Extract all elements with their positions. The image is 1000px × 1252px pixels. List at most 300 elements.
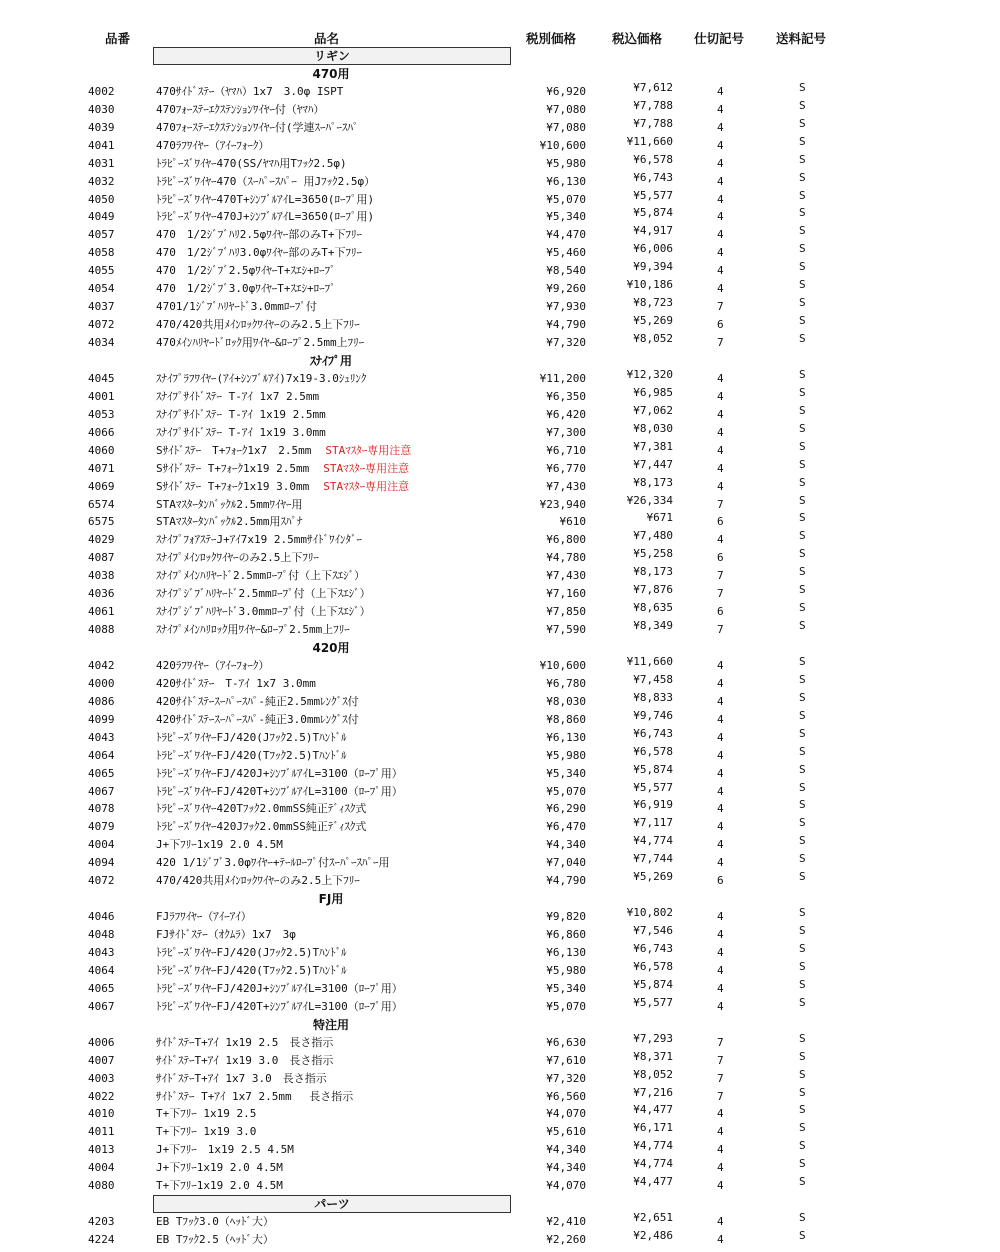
shikiri-code: 4 [717,372,724,385]
price-excl-tax: ¥9,820 [546,910,586,923]
shipping-code: S [799,960,806,973]
product-code: 4071 [88,462,115,475]
shikiri-code: 7 [717,1072,724,1085]
price-incl-tax: ¥8,052 [633,332,673,345]
product-code: 4061 [88,605,115,618]
price-excl-tax: ¥4,340 [546,1143,586,1156]
price-excl-tax: ¥4,070 [546,1107,586,1120]
shipping-code: S [799,870,806,883]
product-name: ｽﾅｲﾌﾟｻｲﾄﾞｽﾃｰ T-ｱｲ 1x19 2.5mm [156,408,326,421]
product-code: 4067 [88,1000,115,1013]
product-code: 4046 [88,910,115,923]
price-incl-tax: ¥26,334 [626,494,673,507]
shikiri-code: 4 [717,713,724,726]
table-row [0,1123,1000,1141]
shikiri-code: 4 [717,659,724,672]
header-shipping: 送料記号 [776,31,827,46]
product-code: 4066 [88,426,115,439]
product-code: 4004 [88,1161,115,1174]
price-excl-tax: ¥7,040 [546,856,586,869]
product-name: 470/420共用ﾒｲﾝﾛｯｸﾜｲﾔｰのみ2.5上下ﾌﾘｰ [156,874,360,887]
shipping-code: S [799,763,806,776]
shipping-code: S [799,727,806,740]
price-incl-tax: ¥8,635 [633,601,673,614]
product-code: 4032 [88,175,115,188]
price-excl-tax: ¥5,980 [546,157,586,170]
shipping-code: S [799,655,806,668]
product-name: ﾄﾗﾋﾟｰｽﾞﾜｲﾔｰ470J+ｼﾝﾌﾞﾙｱｲL=3650(ﾛｰﾌﾟ用) [156,210,375,223]
shikiri-code: 4 [717,175,724,188]
price-excl-tax: ¥6,420 [546,408,586,421]
product-code: 4011 [88,1125,115,1138]
price-excl-tax: ¥7,320 [546,1072,586,1085]
table-row [0,1213,1000,1231]
shipping-code: S [799,798,806,811]
shipping-code: S [799,332,806,345]
product-name: 470ｻｲﾄﾞｽﾃｰ（ﾔﾏﾊ）1x7 3.0φ ISPT [156,85,344,98]
section-title: リギン [153,47,511,65]
product-code: 4203 [88,1215,115,1228]
price-excl-tax: ¥5,070 [546,785,586,798]
price-incl-tax: ¥6,743 [633,171,673,184]
price-incl-tax: ¥11,660 [626,655,673,668]
price-excl-tax: ¥2,260 [546,1233,586,1246]
price-excl-tax: ¥4,790 [546,874,586,887]
price-excl-tax: ¥5,070 [546,193,586,206]
price-incl-tax: ¥8,173 [633,476,673,489]
shipping-code: S [799,206,806,219]
product-name: 4701/1ｼﾞﾌﾞﾊﾘﾔｰﾄﾞ3.0mmﾛｰﾌﾟ付 [156,300,317,313]
shipping-code: S [799,1139,806,1152]
price-incl-tax: ¥5,577 [633,189,673,202]
product-code: 4029 [88,533,115,546]
product-code: 4079 [88,820,115,833]
product-code: 4007 [88,1054,115,1067]
table-row [0,101,1000,119]
price-excl-tax: ¥4,340 [546,838,586,851]
shikiri-code: 4 [717,139,724,152]
product-name: ﾄﾗﾋﾟｰｽﾞﾜｲﾔｰFJ/420(Tﾌｯｸ2.5)Tﾊﾝﾄﾞﾙ [156,964,347,977]
product-code: 4036 [88,587,115,600]
shikiri-code: 4 [717,1000,724,1013]
shipping-code: S [799,476,806,489]
product-code: 4065 [88,767,115,780]
shikiri-code: 4 [717,480,724,493]
table-row [0,316,1000,334]
product-code: 6574 [88,498,115,511]
shikiri-code: 4 [717,1107,724,1120]
shikiri-code: 4 [717,462,724,475]
shipping-code: S [799,583,806,596]
product-name: ﾄﾗﾋﾟｰｽﾞﾜｲﾔｰ470(SS/ﾔﾏﾊ用Tﾌｯｸ2.5φ) [156,157,347,170]
price-excl-tax: ¥5,340 [546,210,586,223]
shipping-code: S [799,511,806,524]
shikiri-code: 4 [717,677,724,690]
price-excl-tax: ¥6,130 [546,175,586,188]
shipping-code: S [799,852,806,865]
product-name [156,460,516,478]
price-excl-tax: ¥11,200 [539,372,586,385]
price-incl-tax: ¥5,269 [633,314,673,327]
price-excl-tax: ¥7,430 [546,569,586,582]
section-title: ｽﾅｲﾌﾟ用 [309,354,352,368]
product-name: ｻｲﾄﾞｽﾃｰT+ｱｲ 1x7 3.0 長さ指示 [156,1072,327,1085]
product-name: ﾄﾗﾋﾟｰｽﾞﾜｲﾔｰ470（ｽｰﾊﾟｰｽﾊﾟｰ 用Jﾌｯｸ2.5φ） [156,175,376,188]
table-row [0,800,1000,818]
shikiri-code: 4 [717,533,724,546]
shipping-code: S [799,978,806,991]
price-excl-tax: ¥23,940 [539,498,586,511]
price-incl-tax: ¥7,062 [633,404,673,417]
price-excl-tax: ¥5,980 [546,749,586,762]
table-row [0,818,1000,836]
shikiri-code: 7 [717,1054,724,1067]
table-row [0,496,1000,514]
price-excl-tax: ¥6,630 [546,1036,586,1049]
product-name: 470 1/2ｼﾞﾌﾞﾊﾘ2.5φﾜｲﾔｰ部のみT+下ﾌﾘｰ [156,228,362,241]
price-incl-tax: ¥6,578 [633,153,673,166]
shipping-code: S [799,529,806,542]
table-row [0,137,1000,155]
shikiri-code: 7 [717,569,724,582]
product-code: 4039 [88,121,115,134]
price-incl-tax: ¥8,030 [633,422,673,435]
table-row [0,1105,1000,1123]
shikiri-code: 4 [717,838,724,851]
shipping-code: S [799,924,806,937]
price-excl-tax: ¥6,800 [546,533,586,546]
product-code: 4099 [88,713,115,726]
product-code: 4022 [88,1090,115,1103]
price-excl-tax: ¥6,130 [546,946,586,959]
price-excl-tax: ¥7,320 [546,336,586,349]
price-incl-tax: ¥9,394 [633,260,673,273]
price-excl-tax: ¥10,600 [539,139,586,152]
product-name: ｽﾅｲﾌﾟﾗﾌﾜｲﾔｰ(ｱｲ+ｼﾝﾌﾞﾙｱｲ)7x19-3.0ｼｭﾘﾝｸ [156,372,367,385]
table-row [0,836,1000,854]
product-code: 4006 [88,1036,115,1049]
shikiri-code: 4 [717,964,724,977]
product-code: 4013 [88,1143,115,1156]
price-incl-tax: ¥5,874 [633,763,673,776]
price-excl-tax: ¥8,540 [546,264,586,277]
product-code: 4065 [88,982,115,995]
product-name: J+下ﾌﾘｰ1x19 2.0 4.5M [156,838,283,851]
section-title: パーツ [153,1195,511,1213]
shipping-code: S [799,1175,806,1188]
product-code: 4069 [88,480,115,493]
product-name-text: Sｻｲﾄﾞｽﾃｰ T+ﾌｫｰｸ1x19 3.0mm [156,480,310,493]
table-row [0,460,1000,478]
table-row [0,280,1000,298]
price-incl-tax: ¥4,774 [633,1157,673,1170]
price-excl-tax: ¥7,850 [546,605,586,618]
header-price-incl: 税込価格 [612,31,663,46]
product-name: 470ﾌｫｰｽﾃｰｴｸｽﾃﾝｼｮﾝﾜｲﾔｰ付(学連ｽｰﾊﾟｰｽﾊﾟ [156,121,359,134]
shikiri-code: 7 [717,1090,724,1103]
table-row [0,585,1000,603]
shipping-code: S [799,153,806,166]
shikiri-code: 6 [717,318,724,331]
product-name: ｽﾅｲﾌﾟｼﾞﾌﾞﾊﾘﾔｰﾄﾞ3.0mmﾛｰﾌﾟ付（上下ｽｴｼﾞ） [156,605,371,618]
shikiri-code: 4 [717,103,724,116]
product-name: FJｻｲﾄﾞｽﾃｰ（ｵｸﾑﾗ）1x7 3φ [156,928,296,941]
product-name: 470 1/2ｼﾞﾌﾞ2.5φﾜｲﾔｰT+ｽｴｼ+ﾛｰﾌﾟ [156,264,336,277]
price-incl-tax: ¥4,917 [633,224,673,237]
shikiri-code: 7 [717,300,724,313]
product-code: 4050 [88,193,115,206]
table-row [0,962,1000,980]
product-name: 420ｻｲﾄﾞｽﾃｰｽｰﾊﾟｰｽﾊﾟ-純正3.0mmﾚﾝｸﾞｽ付 [156,713,359,726]
price-incl-tax: ¥5,269 [633,870,673,883]
table-row [0,388,1000,406]
price-incl-tax: ¥5,874 [633,978,673,991]
table-row [0,334,1000,352]
shikiri-code: 4 [717,785,724,798]
price-incl-tax: ¥12,320 [626,368,673,381]
price-incl-tax: ¥4,774 [633,834,673,847]
section-title: 470用 [312,67,350,81]
table-row [0,155,1000,173]
section-header [0,639,1000,657]
product-code: 4072 [88,318,115,331]
shikiri-code: 6 [717,605,724,618]
table-row [0,908,1000,926]
price-incl-tax: ¥8,723 [633,296,673,309]
table-row [0,208,1000,226]
table-row [0,1034,1000,1052]
table-row [0,1052,1000,1070]
price-incl-tax: ¥10,186 [626,278,673,291]
price-excl-tax: ¥5,070 [546,1000,586,1013]
price-excl-tax: ¥5,340 [546,767,586,780]
shikiri-code: 7 [717,623,724,636]
price-incl-tax: ¥7,788 [633,99,673,112]
product-code: 4003 [88,1072,115,1085]
shikiri-code: 4 [717,749,724,762]
table-row [0,191,1000,209]
price-excl-tax: ¥4,070 [546,1179,586,1192]
table-row [0,747,1000,765]
product-name: ﾄﾗﾋﾟｰｽﾞﾜｲﾔｰFJ/420(Jﾌｯｸ2.5)Tﾊﾝﾄﾞﾙ [156,731,347,744]
product-code: 4086 [88,695,115,708]
shipping-code: S [799,1121,806,1134]
header-price-excl: 税別価格 [526,31,577,46]
price-incl-tax: ¥7,546 [633,924,673,937]
table-row [0,173,1000,191]
price-incl-tax: ¥7,117 [633,816,673,829]
table-row [0,1159,1000,1177]
shikiri-code: 4 [717,946,724,959]
shipping-code: S [799,135,806,148]
table-row [0,1141,1000,1159]
shipping-code: S [799,1103,806,1116]
table-row [0,980,1000,998]
shipping-code: S [799,1086,806,1099]
price-incl-tax: ¥7,293 [633,1032,673,1045]
product-code: 4048 [88,928,115,941]
product-name: 470 1/2ｼﾞﾌﾞ3.0φﾜｲﾔｰT+ｽｴｼ+ﾛｰﾌﾟ [156,282,336,295]
price-incl-tax: ¥5,874 [633,206,673,219]
price-incl-tax: ¥8,833 [633,691,673,704]
shikiri-code: 4 [717,210,724,223]
product-name: ﾄﾗﾋﾟｰｽﾞﾜｲﾔｰFJ/420T+ｼﾝﾌﾞﾙｱｲL=3100（ﾛｰﾌﾟ用） [156,1000,403,1013]
price-incl-tax: ¥6,578 [633,960,673,973]
price-excl-tax: ¥6,290 [546,802,586,815]
price-incl-tax: ¥7,216 [633,1086,673,1099]
shikiri-code: 4 [717,1161,724,1174]
product-name: STAﾏｽﾀｰﾀﾝﾊﾞｯｸﾙ2.5mmﾜｲﾔｰ用 [156,498,303,511]
section-header [0,890,1000,908]
price-excl-tax: ¥6,780 [546,677,586,690]
table-row [0,83,1000,101]
product-code: 4224 [88,1233,115,1246]
shipping-code: S [799,404,806,417]
shikiri-code: 4 [717,193,724,206]
table-row [0,711,1000,729]
shikiri-code: 4 [717,408,724,421]
product-name [156,442,516,460]
shikiri-code: 7 [717,587,724,600]
price-excl-tax: ¥5,340 [546,982,586,995]
table-row [0,298,1000,316]
shikiri-code: 4 [717,820,724,833]
product-code: 4010 [88,1107,115,1120]
product-code: 4064 [88,749,115,762]
shipping-code: S [799,296,806,309]
product-name: ｻｲﾄﾞｽﾃｰT+ｱｲ 1x19 2.5 長さ指示 [156,1036,334,1049]
product-name: J+下ﾌﾘｰ1x19 2.0 4.5M [156,1161,283,1174]
table-row [0,657,1000,675]
product-code: 4060 [88,444,115,457]
shipping-code: S [799,81,806,94]
product-name: 470ﾌｫｰｽﾃｰｴｸｽﾃﾝｼｮﾝﾜｲﾔｰ付（ﾔﾏﾊ） [156,103,325,116]
shikiri-code: 6 [717,515,724,528]
shipping-code: S [799,314,806,327]
price-excl-tax: ¥6,710 [546,444,586,457]
price-incl-tax: ¥7,447 [633,458,673,471]
product-code: 4064 [88,964,115,977]
shikiri-code: 4 [717,85,724,98]
shikiri-code: 7 [717,1036,724,1049]
shipping-code: S [799,1032,806,1045]
price-excl-tax: ¥9,260 [546,282,586,295]
shipping-code: S [799,260,806,273]
shikiri-code: 4 [717,1215,724,1228]
product-code: 4004 [88,838,115,851]
shikiri-code: 4 [717,426,724,439]
price-incl-tax: ¥8,052 [633,1068,673,1081]
shikiri-code: 4 [717,1143,724,1156]
table-row [0,1177,1000,1195]
shikiri-code: 4 [717,444,724,457]
shipping-code: S [799,224,806,237]
shipping-code: S [799,547,806,560]
section-header [0,1195,1000,1213]
price-excl-tax: ¥5,980 [546,964,586,977]
shikiri-code: 7 [717,336,724,349]
table-row [0,424,1000,442]
price-incl-tax: ¥4,477 [633,1175,673,1188]
price-excl-tax: ¥8,860 [546,713,586,726]
product-code: 4049 [88,210,115,223]
price-excl-tax: ¥5,610 [546,1125,586,1138]
price-incl-tax: ¥6,171 [633,1121,673,1134]
header-code: 品番 [105,31,131,46]
shipping-code: S [799,171,806,184]
shipping-code: S [799,1211,806,1224]
product-code: 4034 [88,336,115,349]
product-name-text: Sｻｲﾄﾞｽﾃｰ T+ﾌｫｰｸ1x7 2.5mm [156,444,312,457]
shipping-code: S [799,709,806,722]
shipping-code: S [799,691,806,704]
shipping-code: S [799,117,806,130]
table-row [0,872,1000,890]
price-incl-tax: ¥6,743 [633,727,673,740]
product-code: 4054 [88,282,115,295]
shikiri-code: 4 [717,1179,724,1192]
price-incl-tax: ¥671 [646,511,673,524]
price-incl-tax: ¥7,744 [633,852,673,865]
price-incl-tax: ¥6,985 [633,386,673,399]
product-name: ｻｲﾄﾞｽﾃｰT+ｱｲ 1x19 3.0 長さ指示 [156,1054,334,1067]
product-name: STAﾏｽﾀｰﾀﾝﾊﾞｯｸﾙ2.5mm用ｽﾊﾟﾅ [156,515,303,528]
table-row [0,478,1000,496]
product-name: ﾄﾗﾋﾟｰｽﾞﾜｲﾔｰ420Tﾌｯｸ2.0mmSS純正ﾃﾞｨｽｸ式 [156,802,367,815]
product-code: 4041 [88,139,115,152]
price-excl-tax: ¥7,300 [546,426,586,439]
shipping-code: S [799,816,806,829]
product-code: 4078 [88,802,115,815]
table-row [0,119,1000,137]
price-incl-tax: ¥4,477 [633,1103,673,1116]
price-incl-tax: ¥2,651 [633,1211,673,1224]
product-name: ｽﾅｲﾌﾟﾒｲﾝﾊﾘﾔｰﾄﾞ2.5mmﾛｰﾌﾟ付（上下ｽｴｼﾞ） [156,569,366,582]
product-code: 4001 [88,390,115,403]
shikiri-code: 4 [717,246,724,259]
price-incl-tax: ¥7,480 [633,529,673,542]
price-incl-tax: ¥7,788 [633,117,673,130]
product-code: 4094 [88,856,115,869]
price-incl-tax: ¥2,486 [633,1229,673,1242]
price-incl-tax: ¥7,458 [633,673,673,686]
shipping-code: S [799,1050,806,1063]
price-incl-tax: ¥7,381 [633,440,673,453]
price-incl-tax: ¥9,746 [633,709,673,722]
price-excl-tax: ¥7,930 [546,300,586,313]
shipping-code: S [799,601,806,614]
section-header [0,352,1000,370]
product-name: 420ﾗﾌﾜｲﾔｰ（ｱｲｰﾌｫｰｸ） [156,659,270,672]
shipping-code: S [799,458,806,471]
shipping-code: S [799,1068,806,1081]
product-code: 6575 [88,515,115,528]
table-row [0,531,1000,549]
product-name: 470/420共用ﾒｲﾝﾛｯｸﾜｲﾔｰのみ2.5上下ﾌﾘｰ [156,318,360,331]
shikiri-code: 6 [717,551,724,564]
price-incl-tax: ¥6,578 [633,745,673,758]
product-name: ﾄﾗﾋﾟｰｽﾞﾜｲﾔｰFJ/420J+ｼﾝﾌﾞﾙｱｲL=3100（ﾛｰﾌﾟ用） [156,767,403,780]
table-row [0,944,1000,962]
product-name: ﾄﾗﾋﾟｰｽﾞﾜｲﾔｰFJ/420T+ｼﾝﾌﾞﾙｱｲL=3100（ﾛｰﾌﾟ用） [156,785,403,798]
section-header [0,47,1000,65]
shikiri-code: 4 [717,731,724,744]
shipping-code: S [799,781,806,794]
product-code: 4055 [88,264,115,277]
section-header [0,65,1000,83]
section-title: 特注用 [312,1018,349,1032]
shikiri-code: 4 [717,264,724,277]
